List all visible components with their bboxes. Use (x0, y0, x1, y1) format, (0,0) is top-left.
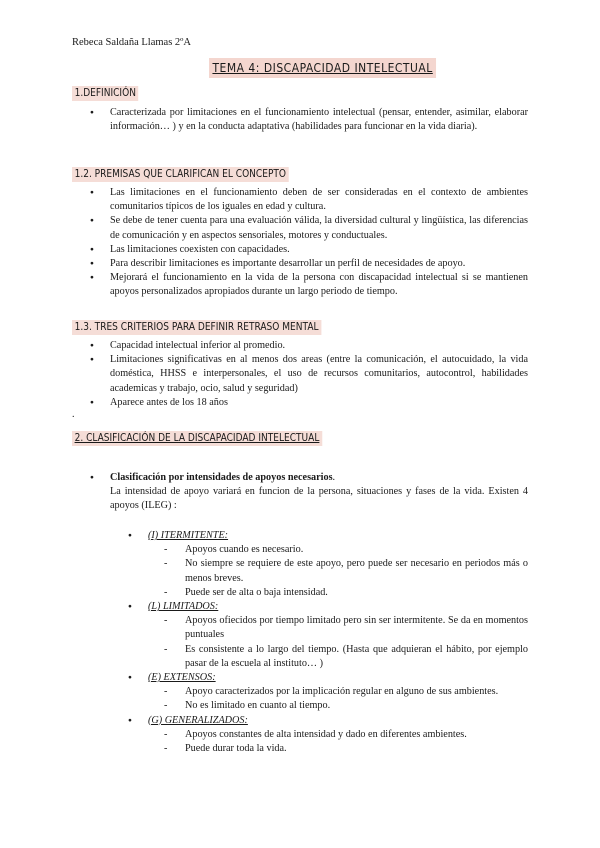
apoyo-point: - No es limitado en cuanto al tiempo. (148, 699, 528, 713)
author-name: Rebeca Saldaña Llamas 2ºA (72, 37, 192, 48)
clasificacion-title: Clasificación por intensidades de apoyos necesarios (110, 472, 333, 483)
list-item: ● Mejorará el funcionamiento en la vida de la persona con discapacidad intelectual si se mantienen apoyos personalizados apropiados durante un largo periodo de tiempo. (90, 271, 528, 299)
definition-list (90, 106, 528, 134)
apoyo-point: - Es consistente a lo largo del tiempo. (Hasta que adquieran el hábito, por ejemplo pasar de la escuela al instituto… ) (148, 643, 528, 671)
list-item: ● Caracterizada por limitaciones en el funcionamiento intelectual (pensar, entender, asimilar, elaborar información… ) y en la conducta adaptativa (habilidades para funcionar en la vida diaria). (90, 106, 528, 134)
heading-criterios: 1.3. TRES CRITERIOS PARA DEFINIR RETRASO MENTAL (72, 320, 321, 335)
list-item: ● Se debe de tener cuenta para una evaluación válida, la diversidad cultural y lingüística, las diferencias de comunicación y en aspectos sensoriales, motores y conductuales. (90, 214, 528, 242)
apoyo-point: - Apoyos ofiecidos por tiempo limitado pero sin ser intermitente. Se da en momentos puntuales (148, 614, 528, 642)
apoyos-list (128, 529, 528, 756)
apoyo-label: (E) EXTENSOS: (148, 672, 216, 684)
apoyo-points (148, 685, 528, 713)
apoyo-label: (L) LIMITADOS: (148, 601, 219, 613)
apoyo-point: - Apoyos cuando es necesario. (148, 543, 528, 557)
apoyo-point: - Puede durar toda la vida. (148, 742, 528, 756)
heading-premisas: 1.2. PREMISAS QUE CLARIFICAN EL CONCEPTO (72, 167, 289, 182)
apoyo-points (148, 728, 528, 756)
list-item: ● Capacidad intelectual inferior al promedio. (90, 339, 528, 353)
list-item: ● Limitaciones significativas en al menos dos areas (entre la comunicación, el autocuidado, la vida doméstica, HHSS e interpersonales, el uso de recursos comunitarios, autocontrol, habilidades academicas y trabajo, ocio, salud y seguridad) (90, 353, 528, 396)
premisas-list (90, 186, 528, 300)
list-item: ● Para describir limitaciones es importante desarrollar un perfil de necesidades de apoyo. (90, 257, 528, 271)
apoyo-points (148, 614, 528, 671)
apoyo-type (128, 529, 528, 600)
apoyo-type (128, 671, 528, 714)
apoyo-label: (I) ITERMITENTE: (148, 530, 229, 541)
apoyo-point: - Apoyos constantes de alta intensidad y dado en diferentes ambientes. (148, 728, 528, 742)
apoyo-point: - Apoyo caracterizados por la implicación regular en alguno de sus ambientes. (148, 685, 528, 699)
criterios-list (90, 339, 528, 410)
apoyo-point: - No siempre se requiere de este apoyo, pero puede ser necesario en periodos más o menos breves. (148, 557, 528, 585)
list-item: ● Aparece antes de los 18 años (90, 396, 528, 410)
clasificacion-title-end: . (332, 472, 336, 483)
heading-clasificacion: 2. CLASIFICACIÓN DE LA DISCAPACIDAD INTELECTUAL (72, 431, 322, 446)
apoyo-points (148, 543, 528, 600)
list-item: ● Las limitaciones coexisten con capacidades. (90, 243, 528, 257)
clasificacion-intro: La intensidad de apoyo variará en funcion de la persona, situaciones y fases de la vida. Existen 4 apoyos (ILEG) : (110, 486, 528, 512)
apoyo-type (128, 600, 528, 671)
list-item (90, 471, 528, 485)
clasificacion-list (90, 471, 528, 485)
list-item: ● Las limitaciones en el funcionamiento deben de ser consideradas en el contexto de ambientes comunitarios típicos de los iguales en edad y cultura. (90, 186, 528, 214)
heading-definicion: 1.DEFINICIÓN (72, 86, 139, 101)
page-title: TEMA 4: DISCAPACIDAD INTELECTUAL (209, 58, 436, 78)
apoyo-type (128, 714, 528, 757)
apoyo-label: (G) GENERALIZADOS: (148, 714, 248, 726)
apoyo-point: - Puede ser de alta o baja intensidad. (148, 586, 528, 600)
stray-dot: . (72, 409, 75, 420)
